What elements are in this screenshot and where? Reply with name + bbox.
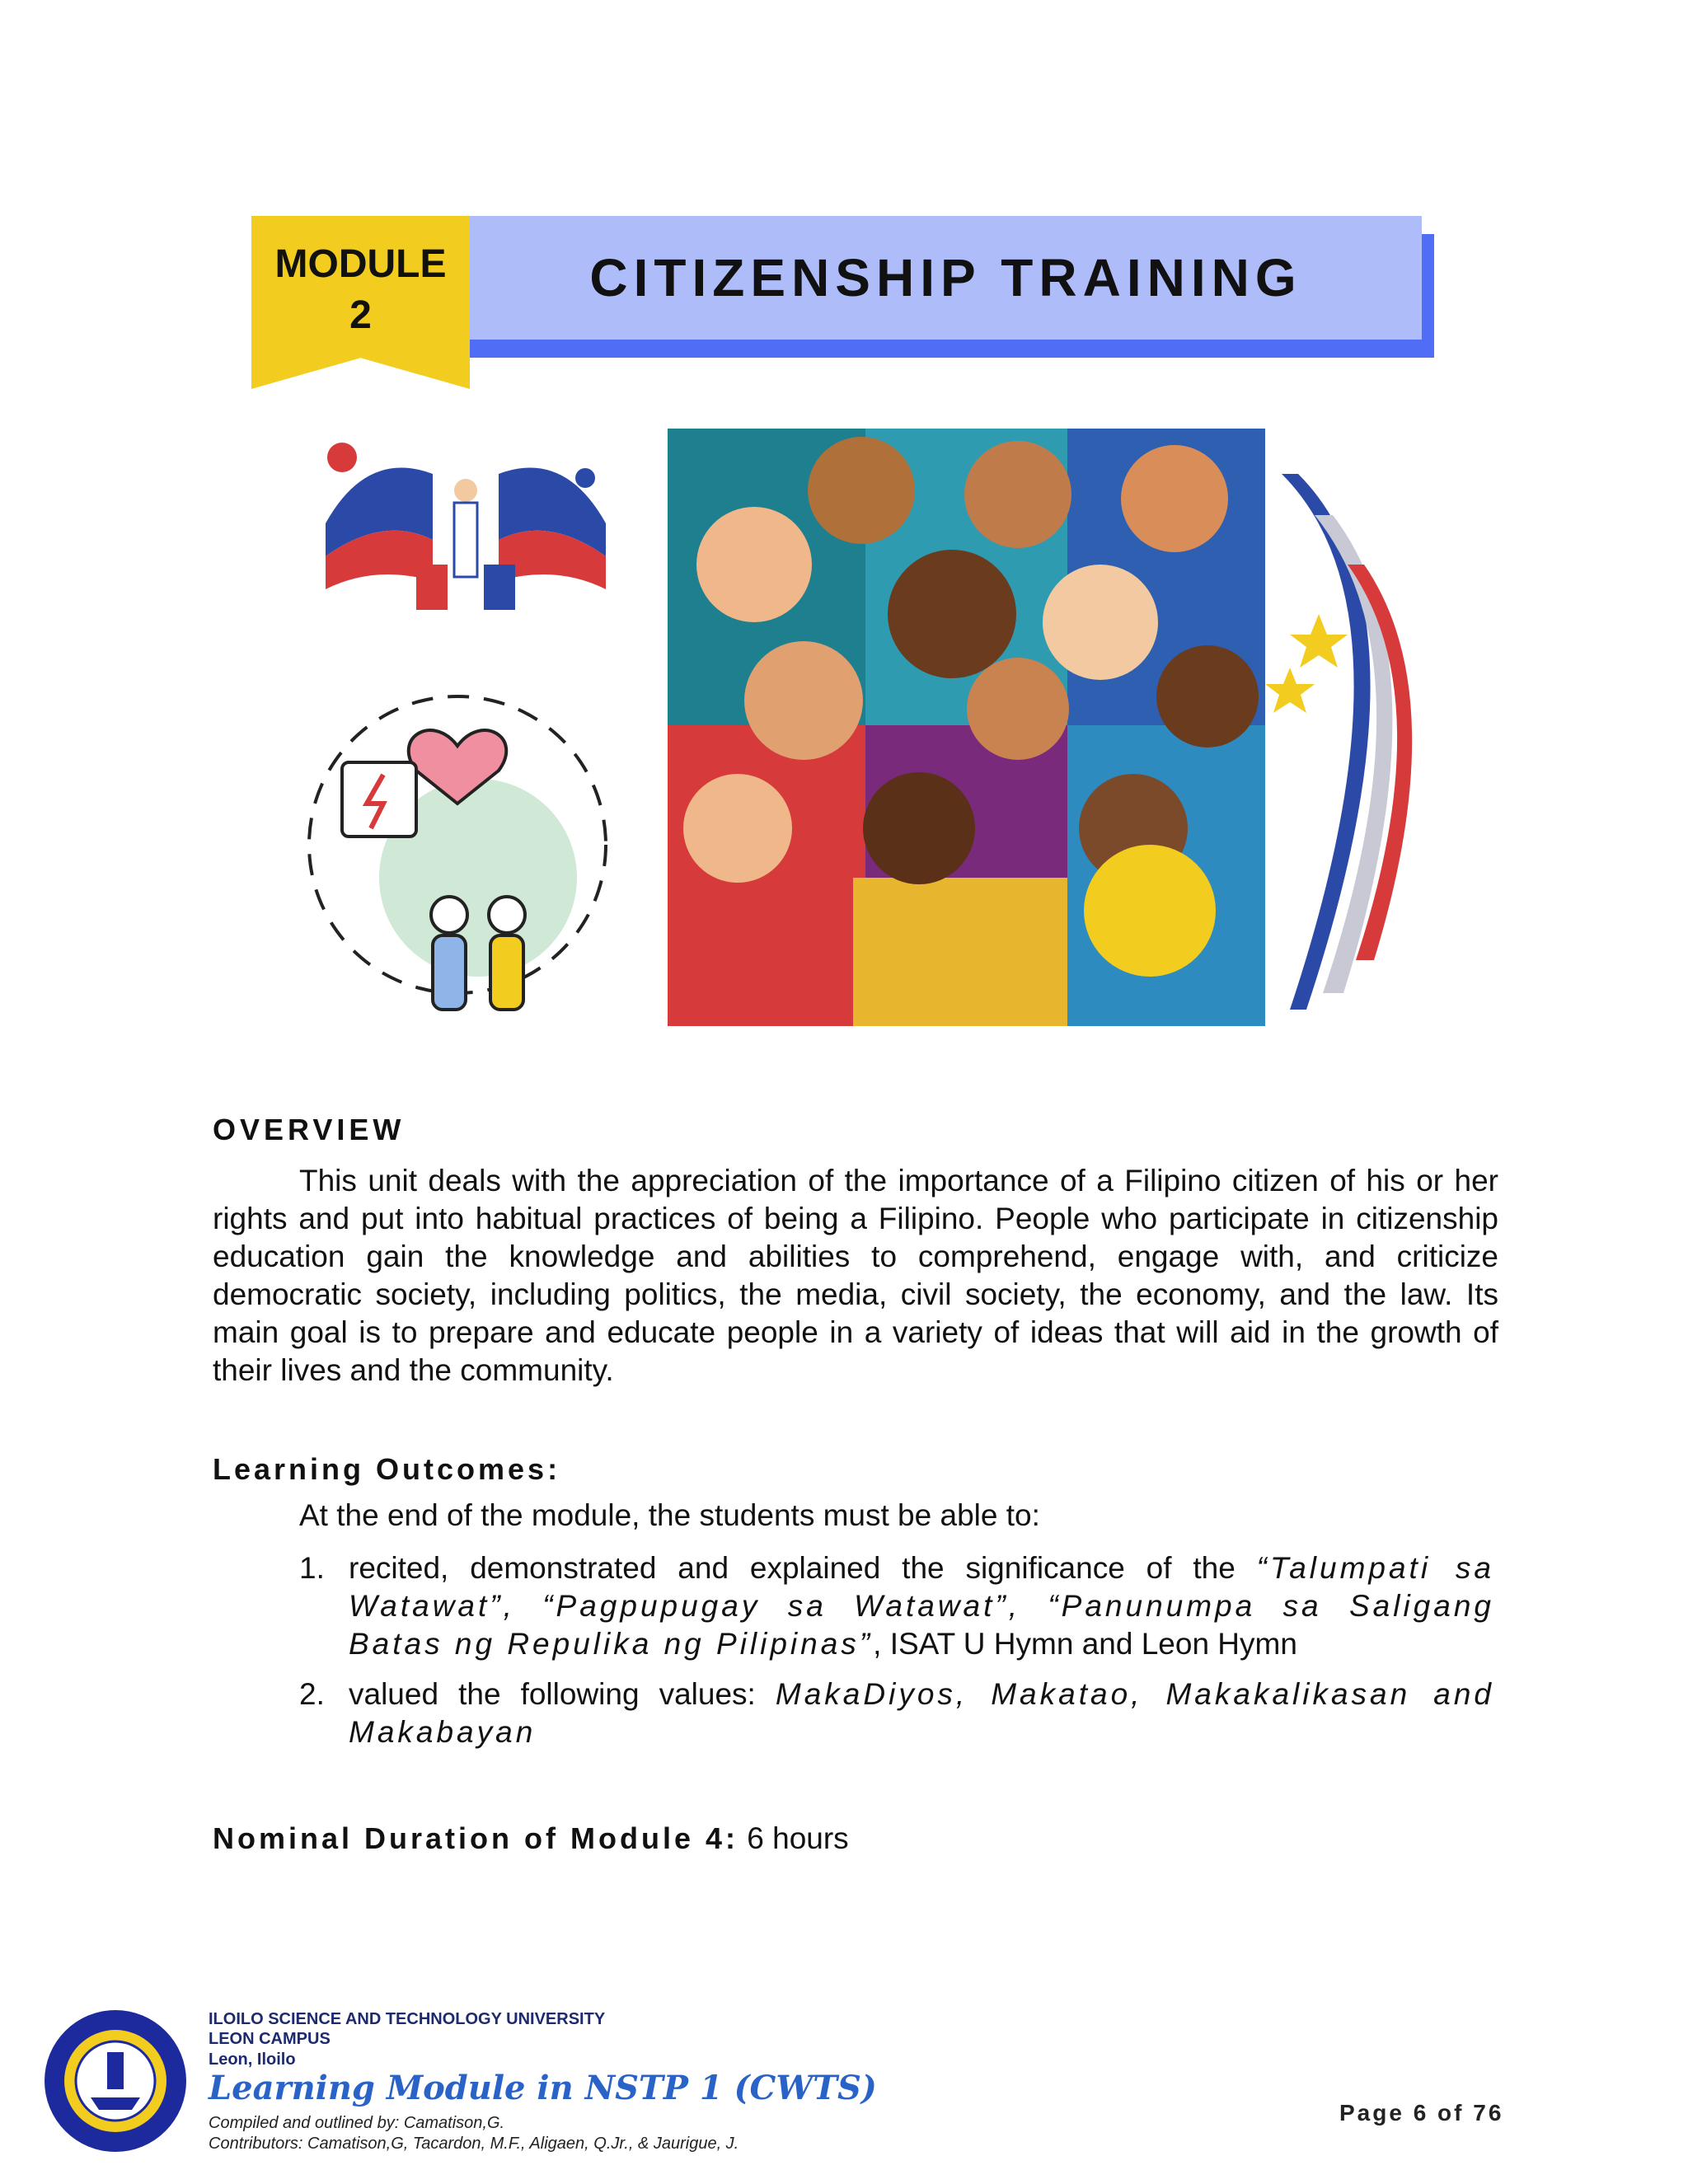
footer-contributors: Contributors: Camatison,G, Tacardon, M.F., Aligaen, Q.Jr., & Jaurigue, J. xyxy=(209,2135,739,2153)
outcome-text-plain: recited, demonstrated and explained the significance of the xyxy=(349,1551,1257,1585)
page-title: CITIZENSHIP TRAINING xyxy=(589,248,1302,307)
footer-campus: LEON CAMPUS xyxy=(209,2030,331,2048)
page-number: Page 6 of 76 xyxy=(1339,2100,1504,2125)
outcome-number: 2. xyxy=(299,1677,325,1711)
footer-university: ILOILO SCIENCE AND TECHNOLOGY UNIVERSITY xyxy=(209,2010,606,2028)
outcome-number: 1. xyxy=(299,1551,325,1585)
outcomes-intro: At the end of the module, the students must be able to: xyxy=(299,1498,1040,1532)
duration-value: 6 hours xyxy=(738,1821,849,1855)
filipino-dancers-icon xyxy=(326,443,606,610)
outcome-text-italic: “Talumpati sa Watawat”, “Pagpupugay sa Watawat”, “Panunumpa sa Saligang Batas ng Repulika ng Pilipinas” xyxy=(349,1551,1494,1661)
outcome-text xyxy=(349,1549,1494,1663)
overview-heading: OVERVIEW xyxy=(213,1113,406,1146)
overview-paragraph: This unit deals with the appreciation of the importance of a Filipino citizen of his or her rights and put into habitual practices of being a Filipino. People who participate in citizenship education gain the knowledge and abilities to comprehend, engage with, and criticize democratic society, including politics, the media, civil society, the economy, and the law. Its main goal is to prepare and educate people in a variety of ideas that will aid in the growth of their lives and the community. xyxy=(213,1164,1498,1387)
module-label xyxy=(251,239,470,341)
outcome-text-italic: MakaDiyos, Makatao, Makakalikasan and Makabayan xyxy=(349,1677,1495,1749)
module-number: 2 xyxy=(349,293,372,337)
outcome-text-plain: valued the following values: xyxy=(349,1677,776,1711)
citizenship-illustration xyxy=(293,416,1430,1043)
duration-label: Nominal Duration of Module 4: xyxy=(213,1821,738,1855)
nominal-duration xyxy=(213,1821,849,1856)
philippine-flag-swoosh-icon xyxy=(1265,474,1412,1010)
footer-compiled-by: Compiled and outlined by: Camatison,G. xyxy=(209,2114,505,2132)
learning-outcomes-heading: Learning Outcomes: xyxy=(213,1452,561,1486)
outcome-item xyxy=(299,1675,1494,1751)
care-community-icon xyxy=(309,696,606,1010)
outcome-item xyxy=(299,1549,1494,1663)
university-seal-icon xyxy=(41,2007,190,2155)
footer-module-title: Learning Module in NSTP 1 (CWTS) xyxy=(209,2069,877,2107)
diverse-citizens-crowd-image xyxy=(668,429,1265,1026)
outcome-text xyxy=(349,1675,1494,1751)
module-label-word: MODULE xyxy=(274,242,447,286)
footer-place: Leon, Iloilo xyxy=(209,2050,296,2069)
outcome-text-plain: , ISAT U Hymn and Leon Hymn xyxy=(873,1627,1297,1661)
